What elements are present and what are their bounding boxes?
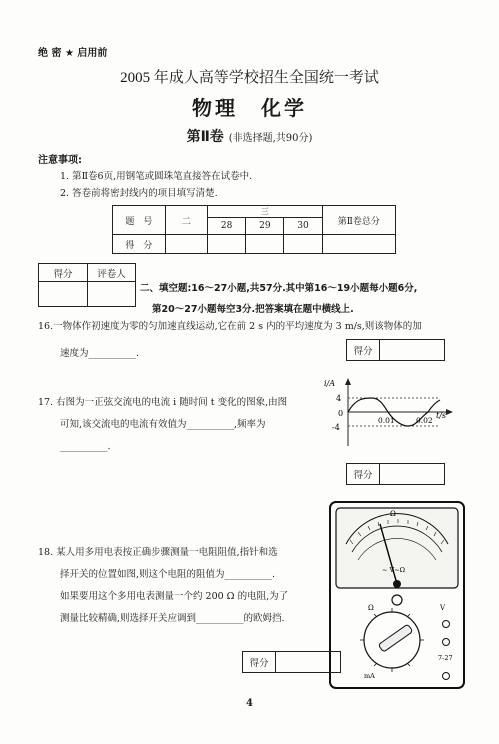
question-18: 18. 某人用多用电表按正确步骤测量一电阻阻值,指针和选	[38, 547, 278, 558]
x-tick-label: 0.01	[378, 416, 395, 425]
question-18-line2[interactable]: 择开关的位置如图,则这个电阻的阻值为__________.	[60, 569, 276, 580]
sub-col-label: 30	[284, 218, 322, 235]
y-axis-label: i/A	[324, 379, 336, 388]
score-cell[interactable]	[284, 235, 322, 254]
section2-instruction: 第20～27小题每空3分.把答案填在题中横线上.	[152, 304, 354, 315]
col-three-label: 三	[208, 206, 323, 218]
score-row-label: 得 分	[113, 235, 166, 254]
note-item: 2. 答卷前将密封线内的项目填写清楚.	[60, 188, 218, 199]
score-cell[interactable]	[165, 235, 207, 254]
score-box-label: 得分	[347, 340, 380, 361]
score-box-cell[interactable]	[380, 464, 445, 485]
question-18-line4[interactable]: 测量比较精确,则选择开关应调到__________的欧姆挡.	[60, 613, 285, 624]
exam-title: 2005 年成人高等学校招生全国统一考试	[120, 70, 379, 86]
dial-v-label: V	[440, 604, 446, 612]
notes-heading: 注意事项:	[38, 155, 82, 166]
x-axis-label: t/s	[436, 411, 447, 420]
grader-box	[38, 263, 136, 307]
score-box-label: 得分	[347, 464, 380, 485]
section2-instruction: 二、填空题:16～27小题,共57分.其中第16～19小题每小题6分,	[140, 283, 418, 294]
dial-omega-label: Ω	[368, 604, 374, 612]
grader-reviewer-label: 评卷人	[88, 264, 136, 282]
y-tick-label: 0	[338, 409, 344, 418]
multimeter-figure	[328, 500, 466, 690]
score-box-label: 得分	[243, 652, 276, 673]
score-box	[346, 339, 445, 361]
score-table	[112, 205, 396, 254]
question-17-line3[interactable]: __________.	[60, 441, 111, 452]
scale-omega-label: Ω	[390, 510, 396, 518]
note-item: 1. 第Ⅱ卷6页,用钢笔或圆珠笔直接答在试卷中.	[60, 171, 253, 182]
col-two-label: 二	[165, 206, 207, 235]
score-cell[interactable]	[246, 235, 284, 254]
score-box-cell[interactable]	[380, 340, 445, 361]
volume-label: 第Ⅱ卷	[186, 129, 224, 145]
sub-col-label: 29	[246, 218, 284, 235]
sub-col-label: 28	[208, 218, 246, 235]
volume-note: (非选择题,共90分)	[228, 133, 313, 144]
grader-reviewer-cell[interactable]	[88, 282, 136, 307]
grader-score-cell[interactable]	[39, 282, 88, 307]
terminal-common[interactable]	[443, 639, 450, 646]
question-17-line2[interactable]: 可知,该交流电的电流有效值为__________,频率为	[60, 419, 266, 430]
score-box	[346, 463, 445, 485]
zero-adjust-screw[interactable]	[392, 595, 402, 605]
question-16: 16.一物体作初速度为零的匀加速直线运动,它在前 2 s 内的平均速度为 3 m/s,则该物体的加	[38, 321, 422, 332]
total-label: 第Ⅱ卷总分	[322, 206, 395, 235]
x-axis-arrow-icon	[446, 409, 453, 415]
question-17: 17. 右图为一正弦交流电的电流 i 随时间 t 变化的图象,由图	[38, 397, 288, 408]
scale-mid-label: ~ V~Ω	[382, 566, 406, 574]
selector-knob[interactable]	[378, 624, 413, 652]
question-18-line3: 如果要用这个多用电表测量一个约 200 Ω 的电阻,为了	[60, 591, 289, 602]
score-box-cell[interactable]	[276, 652, 341, 673]
grader-score-label: 得分	[39, 264, 88, 282]
volume-heading	[0, 126, 499, 146]
dial-ma-label: mA	[364, 672, 375, 680]
score-cell[interactable]	[322, 235, 395, 254]
needle-pivot	[393, 580, 401, 588]
question-number-label: 题 号	[113, 206, 166, 235]
y-axis-arrow-icon	[345, 378, 351, 385]
y-tick-label: 4	[336, 394, 342, 403]
y-tick-label: -4	[332, 423, 340, 432]
question-16-blank[interactable]: 速度为__________.	[60, 348, 140, 359]
model-label: 7-27	[438, 654, 453, 662]
current-time-graph	[318, 376, 468, 448]
terminal-plus[interactable]	[443, 621, 450, 628]
subject-title: 物理 化学	[192, 96, 307, 120]
score-box	[242, 651, 341, 673]
score-cell[interactable]	[208, 235, 246, 254]
terminal-minus[interactable]	[443, 673, 450, 680]
x-tick-label: 0.02	[416, 416, 433, 425]
page-number: 4	[246, 698, 253, 709]
secret-label: 绝 密 ★ 启用前	[38, 48, 108, 59]
